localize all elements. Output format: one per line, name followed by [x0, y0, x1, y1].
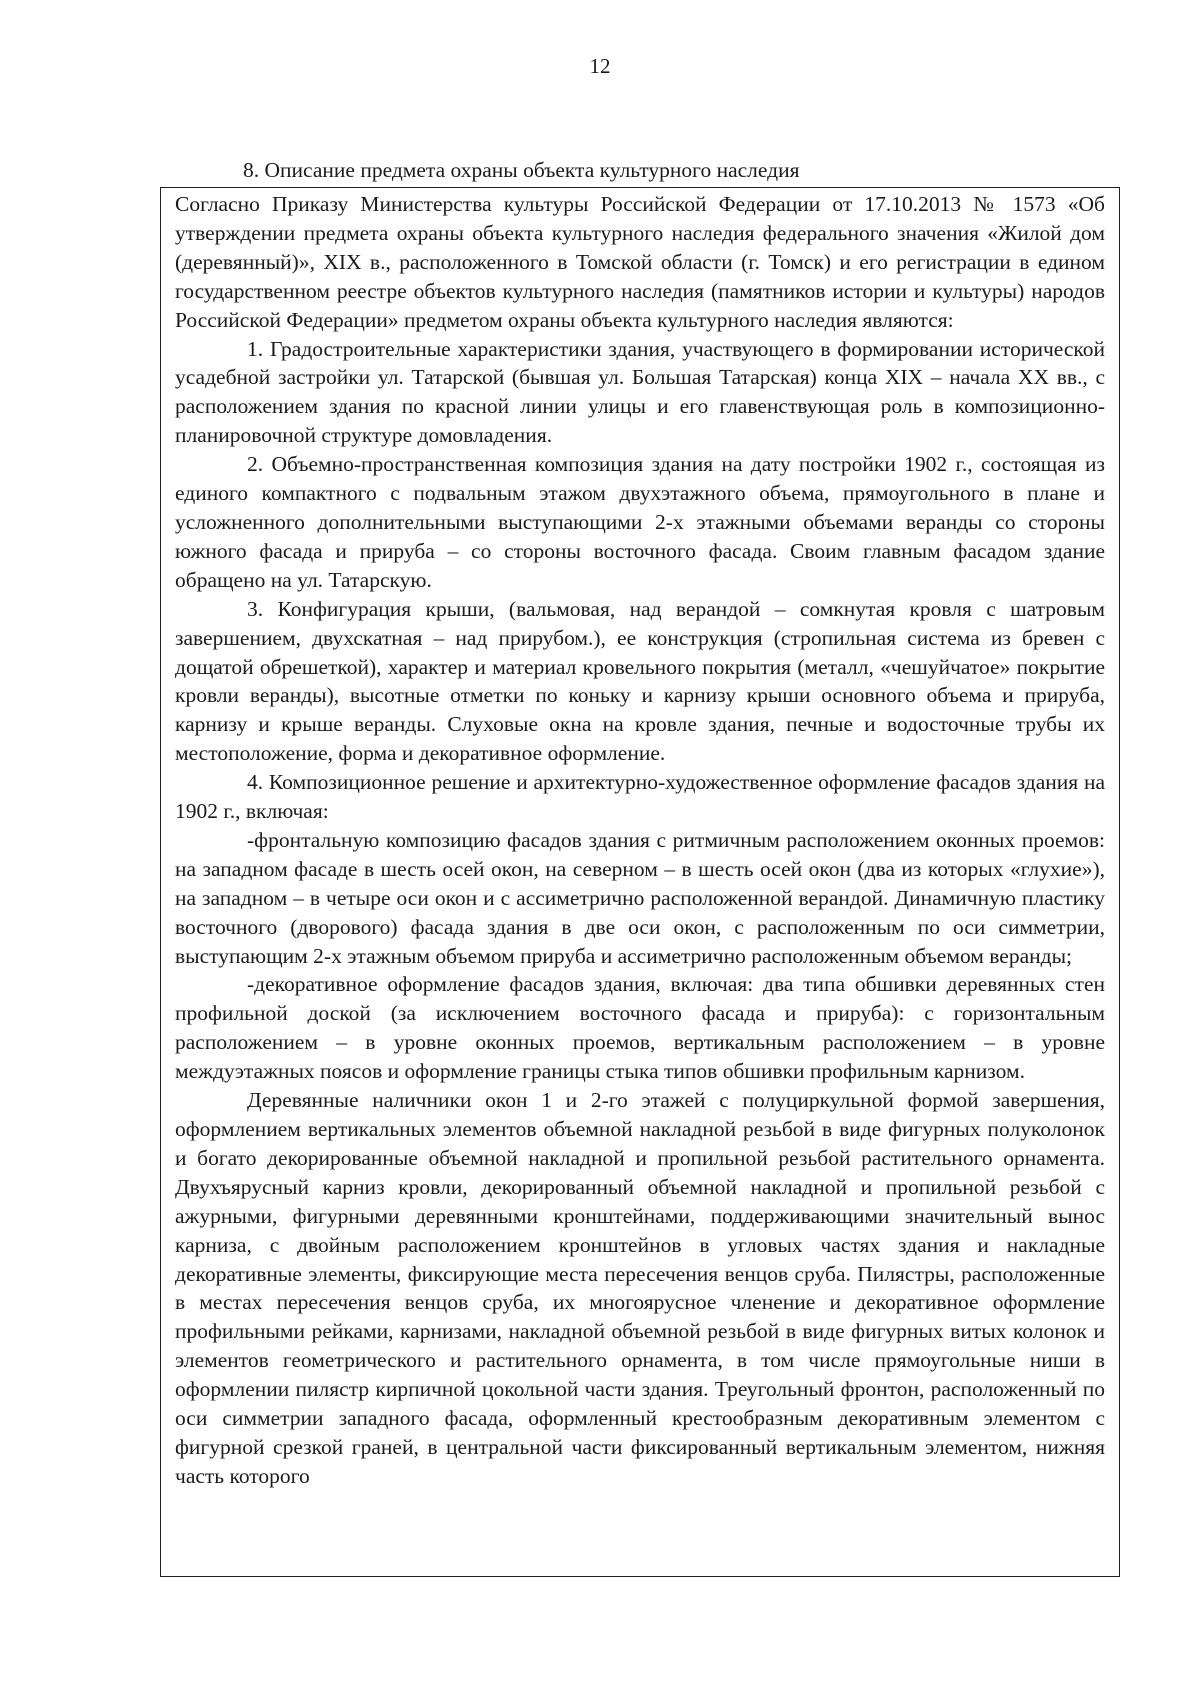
- paragraph-item-4: 4. Композиционное решение и архитектурно-художественное оформление фасадов здания на 1902 г., включая:: [175, 770, 1105, 824]
- paragraph-decorative-finish: -декоративное оформление фасадов здания, включая: два типа обшивки деревянных стен профильной доской (за исключением восточного фасада и прируба): с горизонтальным расположением – в уровне оконных проемов, вертикальным расположением – в уровне междуэтажных поясов и оформление границы стыка типов обшивки профильным карнизом.: [175, 972, 1105, 1084]
- paragraph-frontal-composition: -фронтальную композицию фасадов здания с ритмичным расположением оконных проемов: на западном фасаде в шесть осей окон, на северном – в шесть осей окон (два из которых «глухие»), на западном – в четыре оси окон и с ассиметрично расположенной верандой. Динамичную пластику восточного (дворового) фасада здания в две оси окон, с расположенным по оси симметрии, выступающим 2-х этажным объемом прируба и ассиметрично расположенным объемом веранды;: [175, 827, 1105, 968]
- paragraph-item-2: 2. Объемно-пространственная композиция здания на дату постройки 1902 г., состоящая из единого компактного с подвальным этажом двухэтажного объема, прямоугольного в плане и усложненного дополнительными выступающими 2-х этажными объемами веранды со стороны южного фасада и прируба – со стороны восточного фасада. Своим главным фасадом здание обращено на ул. Татарскую.: [175, 452, 1105, 592]
- paragraph-item-1: 1. Градостроительные характеристики здания, участвующего в формировании исторической усадебной застройки ул. Татарской (бывшая ул. Большая Татарская) конца XIX – начала XX вв., с расположением здания по красной линии улицы и его главенствующая роль в композиционно-планировочной структуре домовладения.: [175, 336, 1105, 448]
- protection-subject-table-cell: [160, 187, 1120, 1577]
- page-number: 12: [589, 54, 611, 78]
- paragraph-item-3: 3. Конфигурация крыши, (вальмовая, над верандой – сомкнутая кровля с шатровым завершением, двухскатная – над прирубом.), ее конструкция (стропильная система из бревен с дощатой обрешеткой), характер и материал кровельного покрытия (металл, «чешуйчатое» покрытие кровли веранды), высотные отметки по коньку и карнизу крыши основного объема и прируба, карнизу и крыше веранды. Слуховые окна на кровле здания, печные и водосточные трубы их местоположение, форма и декоративное оформление.: [175, 596, 1105, 766]
- paragraph-window-trims: Деревянные наличники окон 1 и 2-го этажей с полуциркульной формой завершения, оформлением вертикальных элементов объемной накладной резьбой в виде фигурных полуколонок и богато декорированные объемной накладной и пропильной резьбой растительного орнамента. Двухъярусный карниз кровли, декорированный объемной накладной и пропильной резьбой с ажурными, фигурными деревянными кронштейнами, поддерживающими значительный вынос карниза, с двойным расположением кронштейнов в угловых частях здания и накладные декоративные элементы, фиксирующие места пересечения венцов сруба. Пилястры, расположенные в местах пересечения венцов сруба, их многоярусное членение и декоративное оформление профильными рейками, карнизами, накладной объемной резьбой в виде фигурных витых колонок и элементов геометрического и растительного орнамента, в том числе прямоугольные ниши в оформлении пилястр кирпичной цокольной части здания. Треугольный фронтон, расположенный по оси симметрии западного фасада, оформленный крестообразным декоративным элементом с фигурной срезкой граней, в центральной части фиксированный вертикальным элементом, нижняя часть которого: [175, 1088, 1105, 1488]
- section-heading: 8. Описание предмета охраны объекта культурного наследия: [243, 158, 800, 182]
- intro-paragraph: Согласно Приказу Министерства культуры Российской Федерации от 17.10.2013 № 1573 «Об утверждении предмета охраны объекта культурного наследия федерального значения «Жилой дом (деревянный)», XIX в., расположенного в Томской области (г. Томск) и его регистрации в едином государственном реестре объектов культурного наследия (памятников истории и культуры) народов Российской Федерации» предметом охраны объекта культурного наследия являются:: [175, 192, 1105, 332]
